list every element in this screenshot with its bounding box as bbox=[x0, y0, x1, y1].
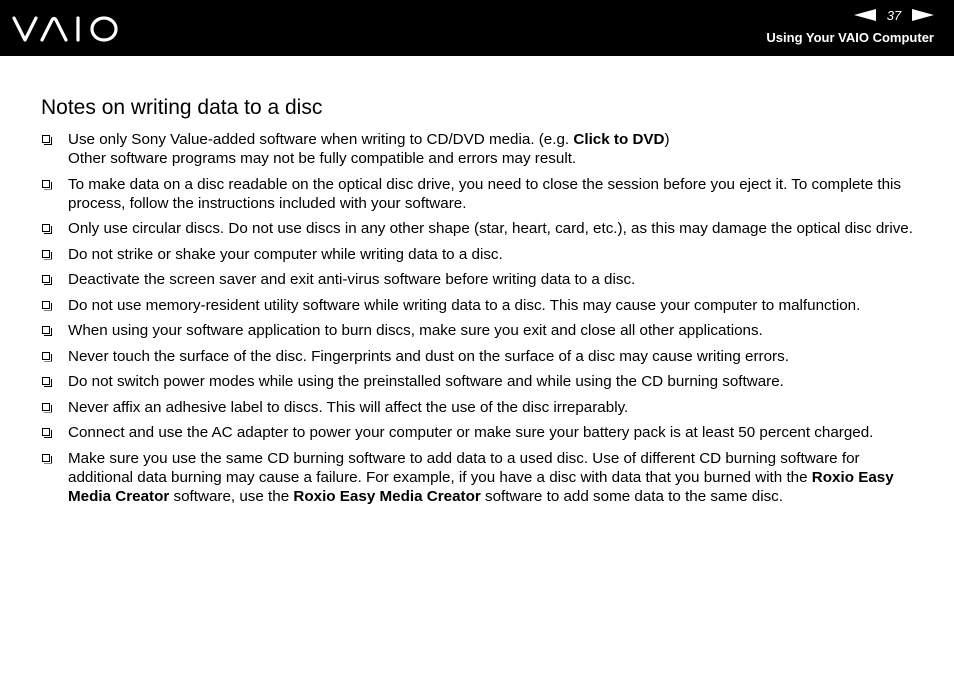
page-header bbox=[0, 0, 954, 56]
vaio-logo bbox=[12, 14, 120, 44]
list-item bbox=[41, 449, 921, 506]
list-item bbox=[41, 347, 921, 366]
list-item-line: Other software programs may not be fully compatible and errors may result. bbox=[68, 150, 577, 167]
product-name: Roxio Easy Media Creator bbox=[68, 468, 894, 505]
list-item-line bbox=[68, 130, 921, 149]
product-name: Roxio Easy Media Creator bbox=[293, 487, 481, 505]
list-item bbox=[41, 398, 921, 417]
list-item-text: software, use the bbox=[169, 487, 294, 505]
checkbox-bullet-icon bbox=[42, 224, 50, 232]
checkbox-bullet-icon bbox=[42, 403, 50, 411]
list-item-text: Do not use memory-resident utility software while writing data to a disc. This may cause your computer to malfunction. bbox=[68, 296, 861, 314]
checkbox-bullet-icon bbox=[42, 326, 50, 334]
notes-list bbox=[41, 130, 921, 506]
checkbox-bullet-icon bbox=[42, 180, 50, 188]
list-item-text: Connect and use the AC adapter to power your computer or make sure your battery pack is at least 50 percent charged. bbox=[68, 424, 874, 441]
list-item-text: Deactivate the screen saver and exit anti-virus software before writing data to a disc. bbox=[68, 271, 636, 288]
page-number: 37 bbox=[886, 7, 902, 23]
list-item bbox=[41, 321, 921, 340]
checkbox-bullet-icon bbox=[42, 377, 50, 385]
list-item-text: Do not switch power modes while using the preinstalled software and while using the CD burning software. bbox=[68, 373, 784, 390]
product-name: Click to DVD bbox=[573, 131, 665, 148]
main-content bbox=[41, 94, 921, 512]
next-arrow-icon[interactable] bbox=[912, 9, 934, 21]
list-item bbox=[41, 372, 921, 391]
list-item-text: ) bbox=[664, 131, 670, 148]
list-item-text: Never affix an adhesive label to discs. This will affect the use of the disc irreparably. bbox=[68, 398, 629, 416]
list-item-text: Use only Sony Value-added software when writing to CD/DVD media. (e.g. bbox=[68, 131, 574, 148]
section-title: Using Your VAIO Computer bbox=[766, 30, 934, 45]
checkbox-bullet-icon bbox=[42, 275, 50, 283]
list-item bbox=[41, 270, 921, 289]
list-item bbox=[41, 175, 921, 213]
list-item-text: When using your software application to burn discs, make sure you exit and close all other applications. bbox=[68, 322, 763, 339]
checkbox-bullet-icon bbox=[42, 135, 50, 143]
page-title: Notes on writing data to a disc bbox=[41, 96, 323, 119]
checkbox-bullet-icon bbox=[42, 352, 50, 360]
list-item-text: Do not strike or shake your computer while writing data to a disc. bbox=[68, 245, 503, 263]
checkbox-bullet-icon bbox=[42, 250, 50, 258]
list-item bbox=[41, 219, 921, 238]
list-item-text: Make sure you use the same CD burning software to add data to a used disc. Use of different CD burning software for additional data burning may cause a failure. For example, if you have a disc with data that you burned with the bbox=[68, 449, 860, 486]
page-navigation bbox=[854, 6, 934, 24]
list-item-text: Only use circular discs. Do not use discs in any other shape (star, heart, card, etc.), as this may damage the optical disc drive. bbox=[68, 220, 913, 237]
checkbox-bullet-icon bbox=[42, 301, 50, 309]
list-item bbox=[41, 423, 921, 442]
list-item bbox=[41, 296, 921, 315]
list-item-text: software to add some data to the same disc. bbox=[480, 487, 783, 505]
list-item-text: Never touch the surface of the disc. Fingerprints and dust on the surface of a disc may cause writing errors. bbox=[68, 347, 789, 365]
checkbox-bullet-icon bbox=[42, 428, 50, 436]
prev-arrow-icon[interactable] bbox=[854, 9, 876, 21]
checkbox-bullet-icon bbox=[42, 454, 50, 462]
list-item-text: To make data on a disc readable on the optical disc drive, you need to close the session before you eject it. To complete this process, follow the instructions included with your software. bbox=[68, 175, 901, 212]
list-item bbox=[41, 245, 921, 264]
list-item bbox=[41, 130, 921, 168]
